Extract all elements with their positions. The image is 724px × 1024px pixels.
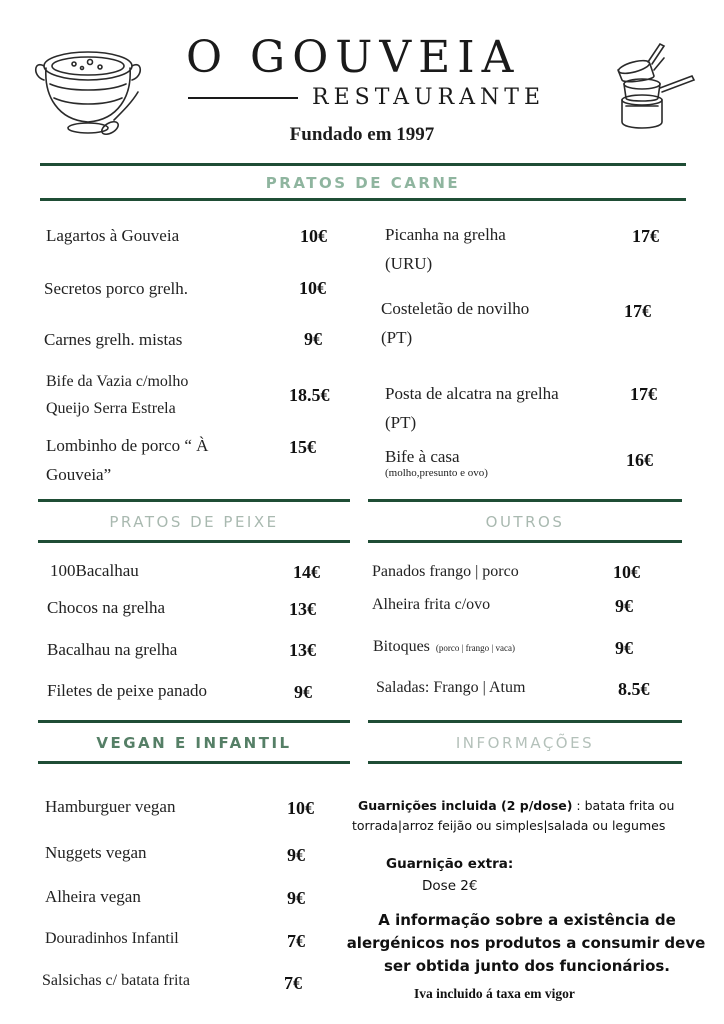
section-title-carne: PRATOS DE CARNE xyxy=(265,174,461,192)
garnish-info xyxy=(358,797,674,815)
menu-item-line2: (PT) xyxy=(381,328,413,347)
divider xyxy=(368,499,682,502)
menu-price: 13€ xyxy=(289,599,316,619)
menu-item: Picanha na grelha xyxy=(385,225,506,244)
menu-price: 8.5€ xyxy=(618,679,650,699)
section-title-vegan: VEGAN E INFANTIL xyxy=(96,734,292,752)
menu-item: Posta de alcatra na grelha xyxy=(385,384,559,403)
menu-item-note: (porco | frango | vaca) xyxy=(435,643,515,653)
garnish-title: Guarnições incluida (2 p/dose) xyxy=(358,798,573,813)
menu-item-line2: Queijo Serra Estrela xyxy=(46,400,176,417)
menu-price: 13€ xyxy=(289,640,316,660)
menu-price: 17€ xyxy=(632,226,659,246)
menu-price: 9€ xyxy=(615,596,633,616)
menu-item: Hamburguer vegan xyxy=(45,797,176,816)
section-title-info: INFORMAÇÕES xyxy=(455,734,595,752)
menu-price: 16€ xyxy=(626,450,653,470)
menu-item xyxy=(385,446,488,479)
menu-item: Douradinhos Infantil xyxy=(45,930,179,947)
menu-item-name: Bitoques xyxy=(373,638,430,655)
menu-item xyxy=(373,633,515,662)
menu-item: Saladas: Frango | Atum xyxy=(376,679,526,696)
restaurant-title: O GOUVEIA xyxy=(186,32,521,83)
menu-price: 10€ xyxy=(287,798,314,818)
restaurant-subtitle: RESTAURANTE xyxy=(312,85,546,110)
garnish-text: : batata frita ou xyxy=(572,798,675,813)
menu-price: 7€ xyxy=(284,973,302,993)
menu-item: Costeletão de novilho xyxy=(381,299,530,318)
divider xyxy=(38,499,350,502)
menu-price: 9€ xyxy=(287,888,305,908)
menu-price: 17€ xyxy=(624,301,651,321)
menu-price: 14€ xyxy=(293,562,320,582)
menu-price: 10€ xyxy=(613,562,640,582)
menu-price: 15€ xyxy=(289,437,316,457)
allergen-notice: ser obtida junto dos funcionários. xyxy=(383,957,671,975)
menu-item-line2: Gouveia” xyxy=(46,465,112,484)
menu-item: Chocos na grelha xyxy=(47,598,166,617)
garnish-options: torrada|arroz feijão ou simples|salada ou legumes xyxy=(352,818,666,833)
menu-item-name: Bife à casa xyxy=(385,447,460,466)
menu-item: Nuggets vegan xyxy=(45,843,147,862)
menu-price: 9€ xyxy=(294,682,312,702)
divider xyxy=(368,540,682,543)
menu-item: Lombinho de porco “ À xyxy=(46,436,209,455)
menu-price: 9€ xyxy=(287,845,305,865)
pots-icon xyxy=(604,40,700,136)
menu-item: 100Bacalhau xyxy=(50,561,139,580)
allergen-notice: alergénicos nos produtos a consumir deve xyxy=(346,934,706,952)
menu-item-line2: (URU) xyxy=(385,254,433,273)
tax-notice: Iva incluido á taxa em vigor xyxy=(414,986,575,1001)
menu-item: Alheira vegan xyxy=(45,887,141,906)
menu-price: 9€ xyxy=(304,329,322,349)
menu-item: Panados frango | porco xyxy=(372,563,519,580)
menu-item: Alheira frita c/ovo xyxy=(372,596,491,613)
menu-price: 7€ xyxy=(287,931,305,951)
menu-item: Bacalhau na grelha xyxy=(47,640,178,659)
menu-price: 10€ xyxy=(299,278,326,298)
menu-item: Carnes grelh. mistas xyxy=(44,330,183,349)
section-title-outros: OUTROS xyxy=(485,513,565,531)
allergen-notice: A informação sobre a existência de xyxy=(378,911,676,929)
menu-price: 10€ xyxy=(300,226,327,246)
menu-item: Salsichas c/ batata frita xyxy=(42,972,190,989)
divider xyxy=(38,540,350,543)
menu-item: Filetes de peixe panado xyxy=(47,681,208,700)
menu-item-note: (molho,presunto e ovo) xyxy=(385,467,488,479)
menu-price: 9€ xyxy=(615,638,633,658)
divider xyxy=(38,720,350,723)
section-title-peixe: PRATOS DE PEIXE xyxy=(109,513,279,531)
menu-item: Lagartos à Gouveia xyxy=(46,226,180,245)
divider xyxy=(40,198,686,201)
extra-garnish-title: Guarnição extra: xyxy=(386,856,514,872)
founded-year: Fundado em 1997 xyxy=(289,124,435,145)
menu-item-line2: (PT) xyxy=(385,413,417,432)
divider xyxy=(368,720,682,723)
menu-price: 17€ xyxy=(630,384,657,404)
divider xyxy=(38,761,350,764)
subtitle-divider xyxy=(188,97,298,99)
divider xyxy=(368,761,682,764)
divider xyxy=(40,163,686,166)
menu-price: 18.5€ xyxy=(289,385,330,405)
menu-item: Bife da Vazia c/molho xyxy=(46,373,189,390)
extra-garnish-value: Dose 2€ xyxy=(422,878,478,894)
menu-item: Secretos porco grelh. xyxy=(44,279,188,298)
